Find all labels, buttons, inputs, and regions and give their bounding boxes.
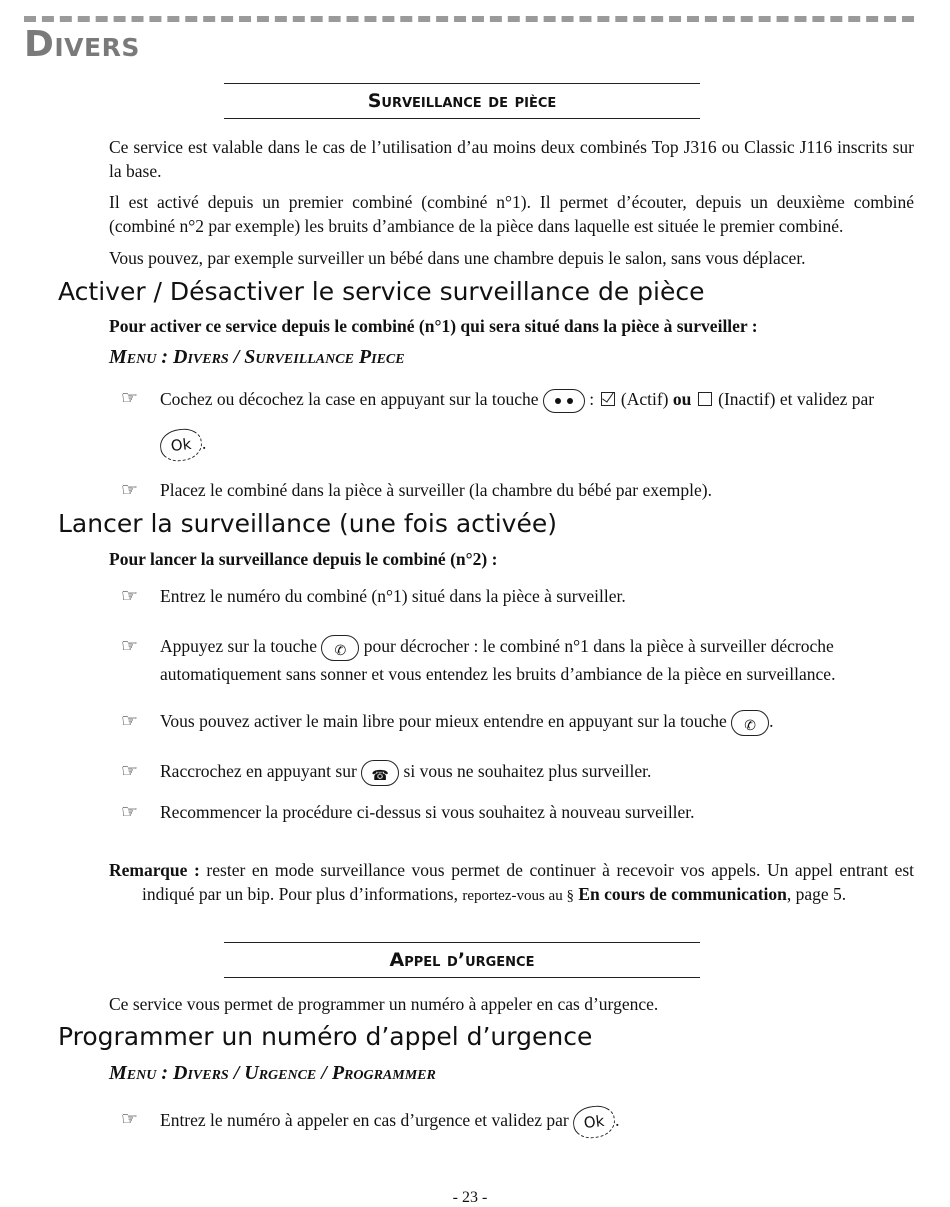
remark-paragraph: Remarque : rester en mode surveillance vous permet de continuer à recevoir vos appels. Un appel entrant est indiqué par un bip. Pour plus d’informations, reportez-vous au § En cours de communication, page 5. (109, 860, 915, 904)
heading-activer: Activer / Désactiver le service surveillance de pièce (58, 277, 705, 306)
pointing-hand-icon: ☞ (121, 479, 139, 501)
page-number: - 23 - (452, 1189, 488, 1206)
pointing-hand-icon: ☞ (121, 760, 139, 782)
pointing-hand-icon: ☞ (121, 710, 139, 732)
handsfree-key-icon: ✆ (731, 710, 769, 736)
instruction-activer: Pour activer ce service depuis le combiné (n°1) qui sera situé dans la pièce à surveiller : (109, 316, 758, 336)
list-item: ☞ Appuyez sur la touche ✆ pour décrocher : le combiné n°1 dans la pièce à surveiller décroche automatiquement sans sonner et vous entendez les bruits d’ambiance de la pièce en surveillance. (121, 635, 836, 684)
intro-paragraph-3: Vous pouvez, par exemple surveiller un bébé dans une chambre depuis le salon, sans vous déplacer. (109, 248, 806, 268)
menu-path-urgence: Menu : Divers / Urgence / Programmer (109, 1062, 436, 1084)
section-title-urgence: Appel d’urgence (224, 942, 700, 978)
header-dashed-rule (24, 16, 914, 22)
pointing-hand-icon: ☞ (121, 387, 139, 409)
menu-path-surveillance: Menu : Divers / Surveillance Piece (109, 346, 405, 368)
unchecked-box-icon (698, 392, 712, 406)
instruction-lancer: Pour lancer la surveillance depuis le combiné (n°2) : (109, 549, 498, 569)
navigation-key-icon (543, 389, 585, 413)
heading-programmer: Programmer un numéro d’appel d’urgence (58, 1022, 593, 1051)
intro-paragraph-1: Ce service est valable dans le cas de l’utilisation d’au moins deux combinés Top J316 ou Classic J116 inscrits sur la base. (109, 137, 914, 181)
pointing-hand-icon: ☞ (121, 635, 139, 657)
heading-lancer: Lancer la surveillance (une fois activée) (58, 509, 557, 538)
intro-paragraph-2: Il est activé depuis un premier combiné (combiné n°1). Il permet d’écouter, depuis un deuxième combiné (combiné n°2 par exemple) les bruits d’ambiance de la pièce dans laquelle est située le premier combiné. (109, 192, 914, 236)
ok-key-icon: Ok (572, 1104, 617, 1140)
pointing-hand-icon: ☞ (121, 1108, 139, 1130)
ok-key-icon: Ok (158, 427, 203, 463)
section-title-surveillance: Surveillance de pièce (224, 83, 700, 119)
pointing-hand-icon: ☞ (121, 585, 139, 607)
chapter-title: Divers (24, 24, 140, 65)
hangup-key-icon: ☎ (361, 760, 399, 786)
list-item: ☞ Cochez ou décochez la case en appuyant sur la touche : (Actif) ou (Inactif) et validez par Ok . (121, 385, 914, 455)
pointing-hand-icon: ☞ (121, 801, 139, 823)
pickup-key-icon: ✆ (321, 635, 359, 661)
cross-reference-link: En cours de communication (578, 884, 787, 904)
checked-box-icon (601, 392, 615, 406)
urgence-intro: Ce service vous permet de programmer un numéro à appeler en cas d’urgence. (109, 994, 659, 1014)
